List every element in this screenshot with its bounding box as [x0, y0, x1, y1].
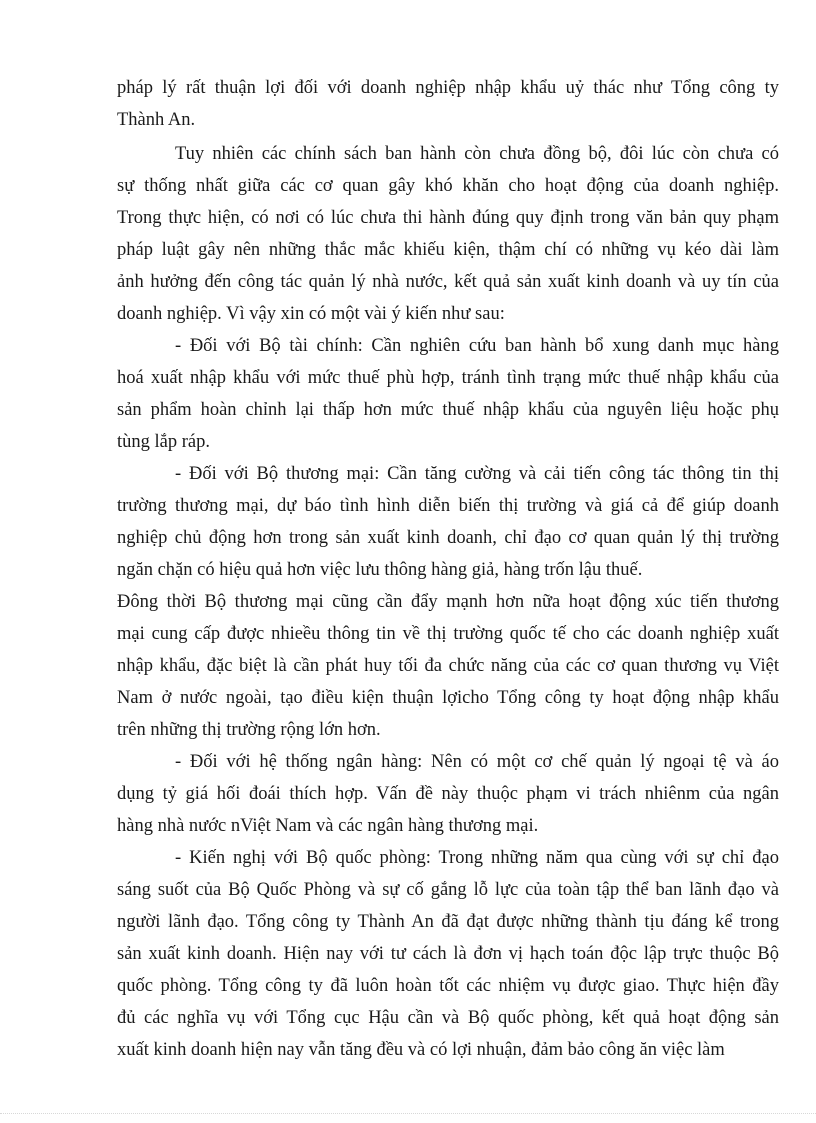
text-line: Trong thực hiện, có nơi có lúc chưa thi hành đúng quy định trong văn bản quy phạm	[117, 208, 779, 228]
text-line: Nam ở nước ngoài, tạo điều kiện thuận lợicho Tổng công ty hoạt động nhập khẩu	[117, 688, 779, 708]
text-line: - Đối với hệ thống ngân hàng: Nên có một cơ chế quản lý ngoại tệ và áo	[175, 752, 779, 772]
text-line: Tuy nhiên các chính sách ban hành còn chưa đồng bộ, đôi lúc còn chưa có	[175, 144, 779, 164]
text-line: mại cung cấp được nhieều thông tin về thị trường quốc tế cho các doanh nghiệp xuất	[117, 624, 779, 644]
text-line: pháp lý rất thuận lợi đối với doanh nghiệp nhập khẩu uỷ thác như Tổng công ty	[117, 78, 779, 98]
text-line: hoá xuất nhập khẩu với mức thuế phù hợp, tránh tình trạng mức thuế nhập khẩu của	[117, 368, 779, 388]
text-line: Đông thời Bộ thương mại cũng cần đẩy mạnh hơn nữa hoạt động xúc tiến thương	[117, 592, 779, 612]
text-line: dụng tỷ giá hối đoái thích hợp. Vấn đề này thuộc phạm vi trách nhiênm của ngân	[117, 784, 779, 804]
text-line: - Đối với Bộ tài chính: Cần nghiên cứu ban hành bổ xung danh mục hàng	[175, 336, 779, 356]
text-line: trên những thị trường rộng lớn hơn.	[117, 720, 381, 740]
text-line: - Kiến nghị với Bộ quốc phòng: Trong những năm qua cùng với sự chỉ đạo	[175, 848, 779, 868]
text-line: sản phẩm hoàn chỉnh lại thấp hơn mức thuế nhập khẩu của nguyên liệu hoặc phụ	[117, 400, 779, 420]
text-line: nghiệp chủ động hơn trong sản xuất kinh doanh, chỉ đạo cơ quan quản lý thị trường	[117, 528, 779, 548]
text-line: sản xuất kinh doanh. Hiện nay với tư cách là đơn vị hạch toán độc lập trực thuộc Bộ	[117, 944, 779, 964]
text-line: trường thương mại, dự báo tình hình diễn biến thị trường và giá cả để giúp doanh	[117, 496, 779, 516]
text-line: doanh nghiệp. Vì vậy xin có một vài ý kiến như sau:	[117, 304, 505, 324]
text-line: tùng lắp ráp.	[117, 432, 210, 452]
text-line: xuất kinh doanh hiện nay vẫn tăng đều và có lợi nhuận, đảm bảo công ăn việc làm	[117, 1040, 725, 1060]
text-line: quốc phòng. Tổng công ty đã luôn hoàn tốt các nhiệm vụ được giao. Thực hiện đầy	[117, 976, 779, 996]
text-line: người lãnh đạo. Tổng công ty Thành An đã đạt được những thành tịu đáng kể trong	[117, 912, 779, 932]
text-line: sáng suốt của Bộ Quốc Phòng và sự cố gắng lỗ lực của toàn tập thể ban lãnh đạo và	[117, 880, 779, 900]
text-line: Thành An.	[117, 110, 196, 130]
text-line: nhập khẩu, đặc biệt là cần phát huy tối đa chức năng của các cơ quan thương vụ Việt	[117, 656, 779, 676]
text-line: hàng nhà nước nViệt Nam và các ngân hàng thương mại.	[117, 816, 539, 836]
text-line: ảnh hưởng đến công tác quản lý nhà nước, kết quả sản xuất kinh doanh và uy tín của	[117, 272, 779, 292]
text-line: pháp luật gây nên những thắc mắc khiếu kiện, thậm chí có những vụ kéo dài làm	[117, 240, 779, 260]
text-line: đủ các nghĩa vụ với Tổng cục Hậu cần và Bộ quốc phòng, kết quả hoạt động sản	[117, 1008, 779, 1028]
text-line: - Đối với Bộ thương mại: Cần tăng cường và cải tiến công tác thông tin thị	[175, 464, 779, 484]
text-line: sự thống nhất giữa các cơ quan gây khó khăn cho hoạt động của doanh nghiệp.	[117, 176, 779, 196]
text-line: ngăn chặn có hiệu quả hơn việc lưu thông hàng giả, hàng trốn lậu thuế.	[117, 560, 643, 580]
page-bottom-rule	[0, 1113, 816, 1114]
